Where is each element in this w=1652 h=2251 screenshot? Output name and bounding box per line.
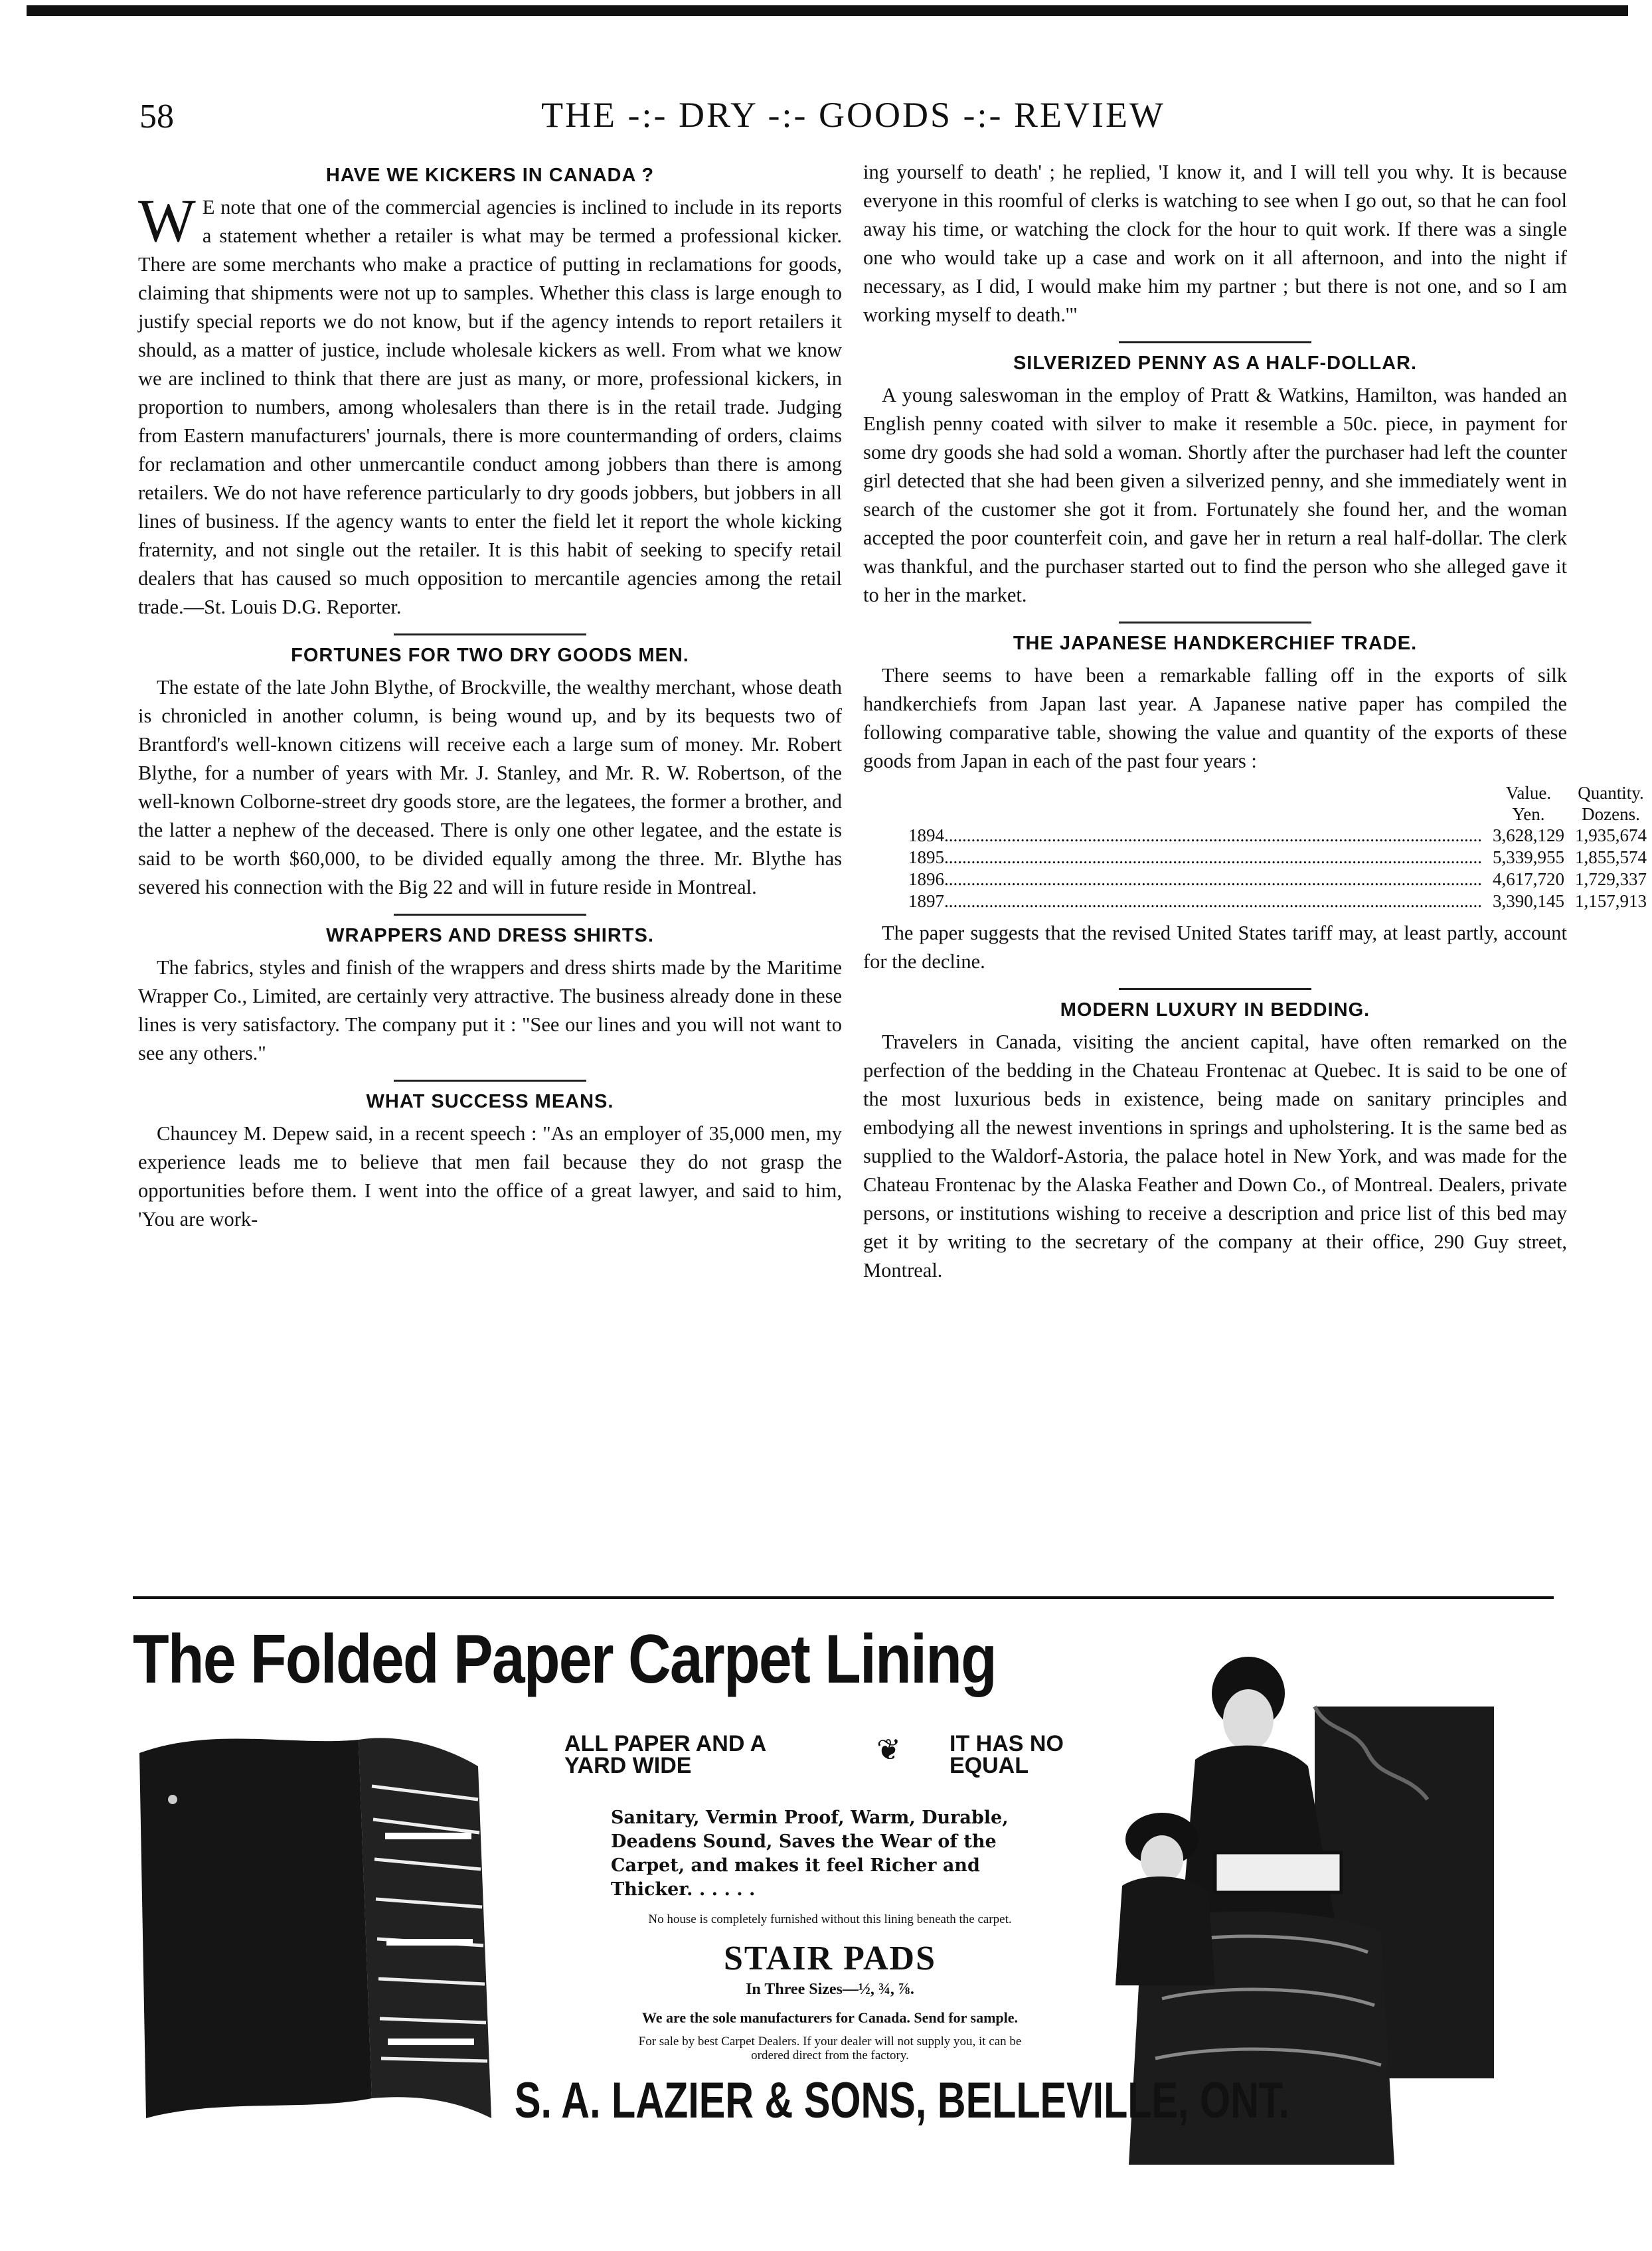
stair-pads-sizes: In Three Sizes—½, ¾, ⅞.: [746, 1981, 914, 1998]
page-header: [139, 94, 1567, 147]
dot-leader: ........................................................................................................................: [944, 869, 1482, 889]
carpet-lining-advertisement: [133, 1607, 1567, 2178]
ad-tag-all-paper: ALL PAPER AND A YARD WIDE: [564, 1731, 766, 1778]
section-rule: [1119, 988, 1311, 990]
left-column: [138, 158, 842, 1234]
success-continued: ing yourself to death' ; he replied, 'I know it, and I will tell you why. It is because everyone in this roomful of clerks is watching to see when I go out, so that he can fool away his time, or watching the clock for the hour to quit work. If there was a single one who would take up a case and work on it all afternoon, and into the night if necessary, as I did, I would make him my partner ; but there is not one, and so I am working myself to death.'": [863, 161, 1567, 326]
ad-tag-no-equal: IT HAS NO EQUAL: [950, 1731, 1064, 1778]
row-value: 3,628,129: [1493, 825, 1564, 845]
kickers-body: [138, 187, 842, 622]
row-value: 4,617,720: [1493, 869, 1564, 889]
table-row: [903, 869, 1652, 890]
quantity-header: Quantity.: [1578, 783, 1644, 803]
row-year: 1896: [908, 869, 944, 889]
table-row: [903, 847, 1652, 869]
ad-sale-note: For sale by best Carpet Dealers. If your dealer will not supply you, it can be ordered direct from the factory.: [638, 2035, 1022, 2062]
table-unit-row: [903, 803, 1652, 825]
ad-features: Sanitary, Vermin Proof, Warm, Durable, Deadens Sound, Saves the Wear of the Carpet, and makes it feel Richer and Thicker. . . . . .: [611, 1807, 1009, 1900]
quantity-unit: Dozens.: [1582, 804, 1640, 824]
penny-heading: SILVERIZED PENNY AS A HALF-DOLLAR.: [1013, 353, 1418, 374]
row-quantity: 1,935,674: [1575, 825, 1647, 845]
ad-note: No house is completely furnished without this lining beneath the carpet.: [648, 1912, 1012, 1926]
dot-leader: ........................................................................................................................: [944, 847, 1482, 867]
table-header-row: [903, 782, 1652, 803]
handkerchief-heading: THE JAPANESE HANDKERCHIEF TRADE.: [1013, 633, 1418, 654]
folded-paper-roll-illustration: [133, 1726, 531, 2125]
section-rule: [1119, 341, 1311, 343]
row-quantity: 1,729,337: [1575, 869, 1647, 889]
value-header: Value.: [1505, 783, 1552, 803]
wrappers-heading: WRAPPERS AND DRESS SHIRTS.: [326, 925, 654, 946]
dot-leader: ........................................................................................................................: [944, 825, 1482, 845]
row-year: 1894: [908, 825, 944, 845]
section-rule: [394, 1080, 586, 1082]
bedding-heading: MODERN LUXURY IN BEDDING.: [1060, 999, 1370, 1021]
publication-title: THE -:- DRY -:- GOODS -:- REVIEW: [541, 95, 1165, 135]
ad-sole-manufacturer: We are the sole manufacturers for Canada. Send for sample.: [641, 2009, 1019, 2026]
table-row: [903, 825, 1652, 847]
handkerchief-intro: There seems to have been a remarkable falling off in the exports of silk handkerchiefs from Japan last year. A Japanese native paper has compiled the following comparative table, showing the value and quantity of the exports of these goods from Japan in each of the past four years :: [863, 664, 1567, 772]
fleuron-icon: ❦: [876, 1734, 901, 1766]
right-column: [863, 158, 1647, 1285]
top-border: [27, 5, 1628, 16]
ad-divider: [133, 1596, 1554, 1599]
row-quantity: 1,855,574: [1575, 847, 1647, 867]
stair-pads-heading: STAIR PADS: [723, 1940, 936, 1977]
handkerchief-outro: The paper suggests that the revised United States tariff may, at least partly, account for the decline.: [863, 922, 1567, 973]
export-table: [903, 782, 1652, 912]
row-value: 5,339,955: [1493, 847, 1564, 867]
bedding-body: Travelers in Canada, visiting the ancient capital, have often remarked on the perfection of the bedding in the Chateau Frontenac at Quebec. It is said to be one of the most luxurious beds in existence, being made on sanitary principles and embodying all the newest inventions in springs and upholstering. It is the same bed as supplied to the Waldorf-Astoria, the palace hotel in New York, and was made for the Chateau Frontenac by the Alaska Feather and Down Co., of Montreal. Dealers, private persons, or institutions wishing to receive a description and price list of this bed may get it by writing to the secretary of the company at their office, 290 Guy street, Montreal.: [863, 1031, 1567, 1282]
penny-body: A young saleswoman in the employ of Pratt & Watkins, Hamilton, was handed an English penny coated with silver to make it resemble a 50c. piece, in payment for some dry goods she had sold a woman. Shortly after the purchaser had left the counter girl detected that she had been given a silverized penny, and she immediately went in search of the customer she got it from. Fortunately she found her, and the woman accepted the poor counterfeit coin, and gave her in return a real half-dollar. The clerk was thankful, and the purchaser started out to find the person who she alleged gave it to her in the market.: [863, 384, 1567, 606]
row-year: 1897: [908, 891, 944, 911]
ad-taglines: [538, 1733, 1122, 1784]
row-value: 3,390,145: [1493, 891, 1564, 911]
kickers-heading: HAVE WE KICKERS IN CANADA ?: [325, 165, 655, 186]
ad-copy: [538, 1733, 1122, 2062]
table-row: [903, 890, 1652, 912]
wrappers-body: The fabrics, styles and finish of the wrappers and dress shirts made by the Maritime Wrapper Co., Limited, are certainly very attractive. The business already done in these lines is very satisfactory. The company put it : "See our lines and you will not want to see any others.": [138, 956, 842, 1064]
section-rule: [394, 914, 586, 916]
success-heading: WHAT SUCCESS MEANS.: [366, 1091, 614, 1112]
drop-cap: W: [138, 187, 196, 254]
value-unit: Yen.: [1512, 804, 1545, 824]
kickers-text: E note that one of the commercial agencies is inclined to include in its reports a statement whether a retailer is what may be termed a professional kicker. There are some merchants who make a practice of putting in reclamations for goods, claiming that shipments were not up to samples. Whether this class is large enough to justify special reports we do not know, but if the agency intends to report retailers it should, as a matter of justice, include wholesale kickers as well. From what we know we are inclined to think that there are just as many, or more, professional kickers, in proportion to numbers, among wholesalers than there is in the retail trade. Judging from Eastern manufacturers' journals, there is more countermanding of orders, claims for reclamation and other unmercantile conduct among jobbers than there is among retailers. We do not have reference particularly to dry goods jobbers, but jobbers in all lines of business. If the agency wants to enter the field let it report the whole kicking fraternity, and not single out the retailer. It is this habit of seeking to specify retail dealers that has caused so much opposition to mercantile agencies among the retail trade.—St. Louis D.G. Reporter.: [138, 196, 842, 618]
success-body: Chauncey M. Depew said, in a recent speech : "As an employer of 35,000 men, my experience leads me to believe that men fail because they do not grasp the opportunities before them. I went into the office of a great lawyer, and said to him, 'You are work-: [138, 1122, 842, 1230]
section-rule: [394, 633, 586, 635]
fortunes-heading: FORTUNES FOR TWO DRY GOODS MEN.: [291, 645, 689, 666]
ad-title: The Folded Paper Carpet Lining: [133, 1621, 997, 1698]
section-rule: [1119, 622, 1311, 624]
fortunes-body: The estate of the late John Blythe, of Brockville, the wealthy merchant, whose death is chronicled in another column, is being wound up, and by its bequests two of Brantford's well-known citizens will receive each a large sum of money. Mr. Robert Blythe, for a number of years with Mr. J. Stanley, and Mr. R. W. Robertson, of the well-known Colborne-street dry goods store, are the legatees, the former a brother, and the latter a nephew of the deceased. There is only one other legatee, and the estate is said to be worth $60,000, to be divided equally among the three. Mr. Blythe has severed his connection with the Big 22 and will in future reside in Montreal.: [138, 676, 842, 898]
row-quantity: 1,157,913: [1575, 891, 1647, 911]
page-number: 58: [139, 98, 174, 135]
ad-manufacturer: S. A. LAZIER & SONS, BELLEVILLE, ONT.: [515, 2072, 1290, 2129]
dot-leader: ........................................................................................................................: [944, 891, 1482, 911]
row-year: 1895: [908, 847, 944, 867]
